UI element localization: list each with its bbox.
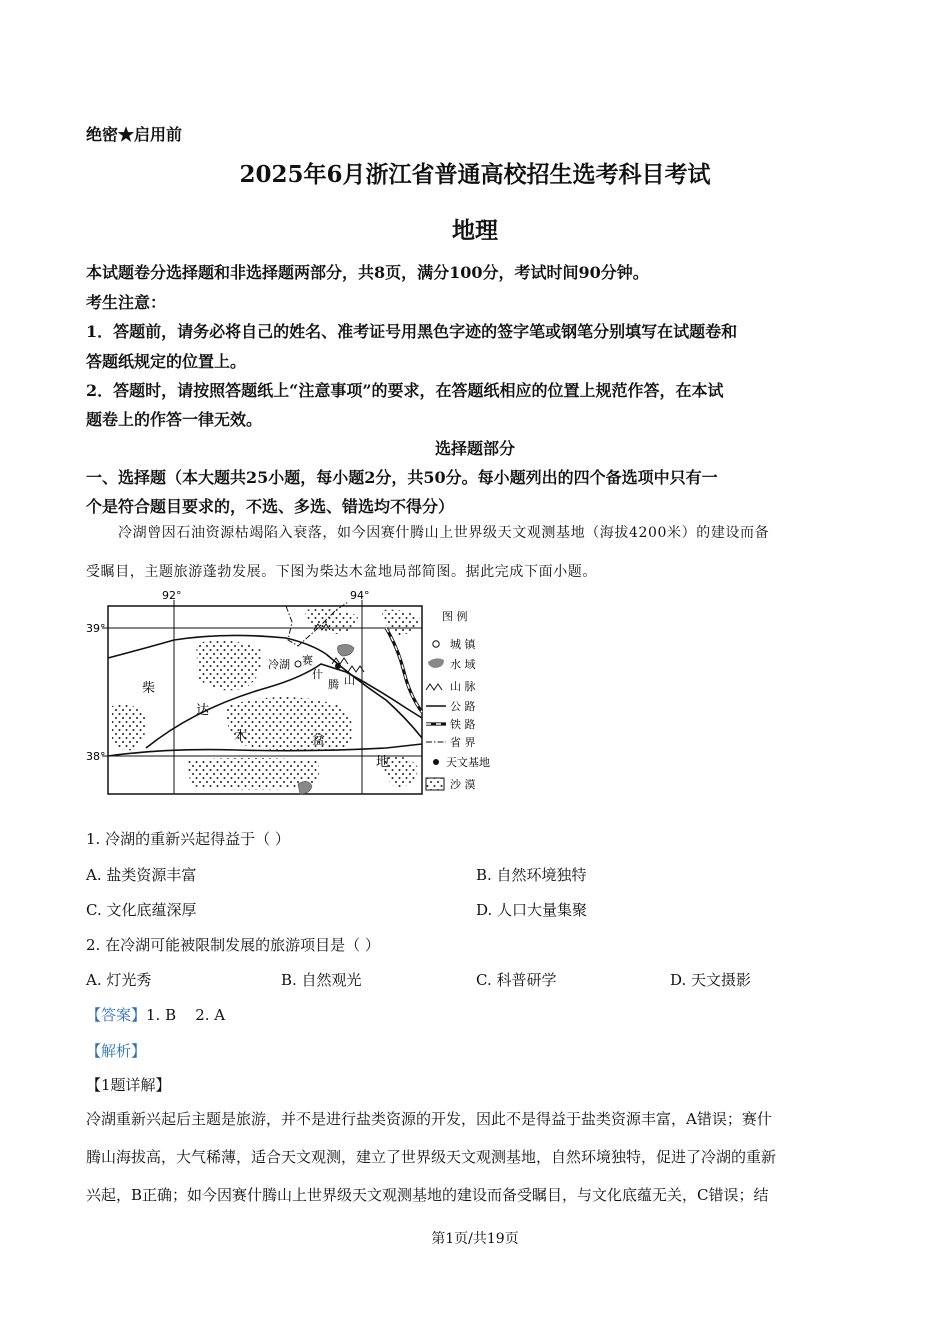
answer-text: 1. B 2. A [146,1006,226,1024]
map-legend [426,609,490,791]
q1-option-b: B. 自然环境独特 [476,866,587,884]
legend-base: 天文基地 [446,756,490,769]
note-1-line-a: 1．答题前，请务必将自己的姓名、准考证号用黑色字迹的签字笔或钢笔分别填写在试题卷和 [86,322,738,341]
q2-option-a: A. 灯光秀 [86,971,152,989]
analysis-detail-tag: 【1题详解】 [86,1076,171,1094]
qaidam-map [86,588,506,800]
analysis-line-3: 兴起，B正确；如今因赛什腾山上世界级天文观测基地的建设而备受瞩目，与文化底蕴无关，C错误；结 [86,1186,769,1204]
answer-line [86,1004,225,1025]
desert-north [196,641,262,691]
lat-label-38: 38° [86,750,106,763]
water-lake [338,644,355,656]
passage-line-2: 受瞩目，主题旅游蓬勃发展。下图为柴达木盆地局部简图。据此完成下面小题。 [86,564,597,580]
subject-title: 地理 [452,217,498,244]
desert-northeast [304,609,358,634]
legend-mountain: 山 脉 [450,680,476,693]
section-title: 选择题部分 [434,439,515,458]
answer-tag: 【答案】 [86,1006,147,1024]
q1-option-c: C. 文化底蕴深厚 [86,901,197,919]
secret-label: 绝密★启用前 [86,125,183,144]
passage-line-1: 冷湖曾因石油资源枯竭陷入衰落，如今因赛什腾山上世界级天文观测基地（海拔4200米）的建设而备 [118,525,770,541]
legend-mountain-symbol [426,684,442,690]
q2-option-c: C. 科普研学 [476,971,557,989]
legend-rail: 铁 路 [450,718,476,731]
note-1-line-b: 答题纸规定的位置上。 [86,352,247,371]
page-number: 第1页/共19页 [431,1231,519,1247]
legend-title: 图 例 [442,610,468,623]
section-heading-b: 个是符合题目要求的，不选、多选、错选均不得分） [86,497,455,516]
map-svg [86,588,506,800]
lat-label-39: 39° [86,622,106,635]
legend-base-symbol [433,759,439,765]
label-shi: 什 [312,668,323,681]
note-2-line-b: 题卷上的作答一律无效。 [86,410,263,429]
legend-border: 省 界 [450,736,476,749]
legend-desert-symbol [426,778,444,790]
q2-stem: 2. 在冷湖可能被限制发展的旅游项目是（ ） [86,936,380,954]
q1-stem: 1. 冷湖的重新兴起得益于（ ） [86,830,290,848]
label-chai: 柴 [142,681,156,696]
water-pond [298,781,312,794]
legend-water-symbol [428,658,444,668]
lon-label-94: 94° [350,589,370,602]
legend-desert: 沙 漠 [450,778,476,791]
q1-option-a: A. 盐类资源丰富 [86,866,197,884]
label-mu: 木 [234,729,248,744]
label-teng: 腾 [328,678,339,691]
exam-title: 2025年6月浙江省普通高校招生选考科目考试 [239,161,711,188]
analysis-line-2: 腾山海拔高，大气稀薄，适合天文观测，建立了世界级天文观测基地，自然环境独特，促进了冷湖的重新 [86,1148,777,1166]
label-lenghu: 冷湖 [268,658,290,671]
town-lenghu-marker [295,661,301,667]
label-da: 达 [196,703,210,718]
notice-title: 考生注意： [86,293,167,312]
legend-water: 水 域 [450,658,476,671]
label-pen: 盆 [312,733,326,748]
analysis-line-1: 冷湖重新兴起后主题是旅游，并不是进行盐类资源的开发，因此不是得益于盐类资源丰富，A错误；赛什 [86,1110,772,1128]
q2-option-d: D. 天文摄影 [670,971,752,989]
intro-line: 本试题卷分选择题和非选择题两部分，共8页，满分100分，考试时间90分钟。 [86,263,649,282]
analysis-tag: 【解析】 [86,1042,147,1060]
q2-option-b: B. 自然观光 [281,971,362,989]
legend-road: 公 路 [450,700,476,713]
lon-label-92: 92° [162,589,182,602]
note-2-line-a: 2．答题时，请按照答题纸上“注意事项”的要求，在答题纸相应的位置上规范作答，在本试 [86,381,724,400]
astronomy-base-marker [335,663,341,669]
legend-town: 城 镇 [450,638,476,651]
desert-west [112,705,146,751]
label-sai: 赛 [302,654,313,667]
section-heading-a: 一、选择题（本大题共25小题，每小题2分，共50分。每小题列出的四个备选项中只有一 [86,468,718,487]
label-di: 地 [376,755,390,770]
q1-option-d: D. 人口大量集聚 [476,901,588,919]
label-shan: 山 [344,674,355,687]
legend-town-symbol [433,641,439,647]
